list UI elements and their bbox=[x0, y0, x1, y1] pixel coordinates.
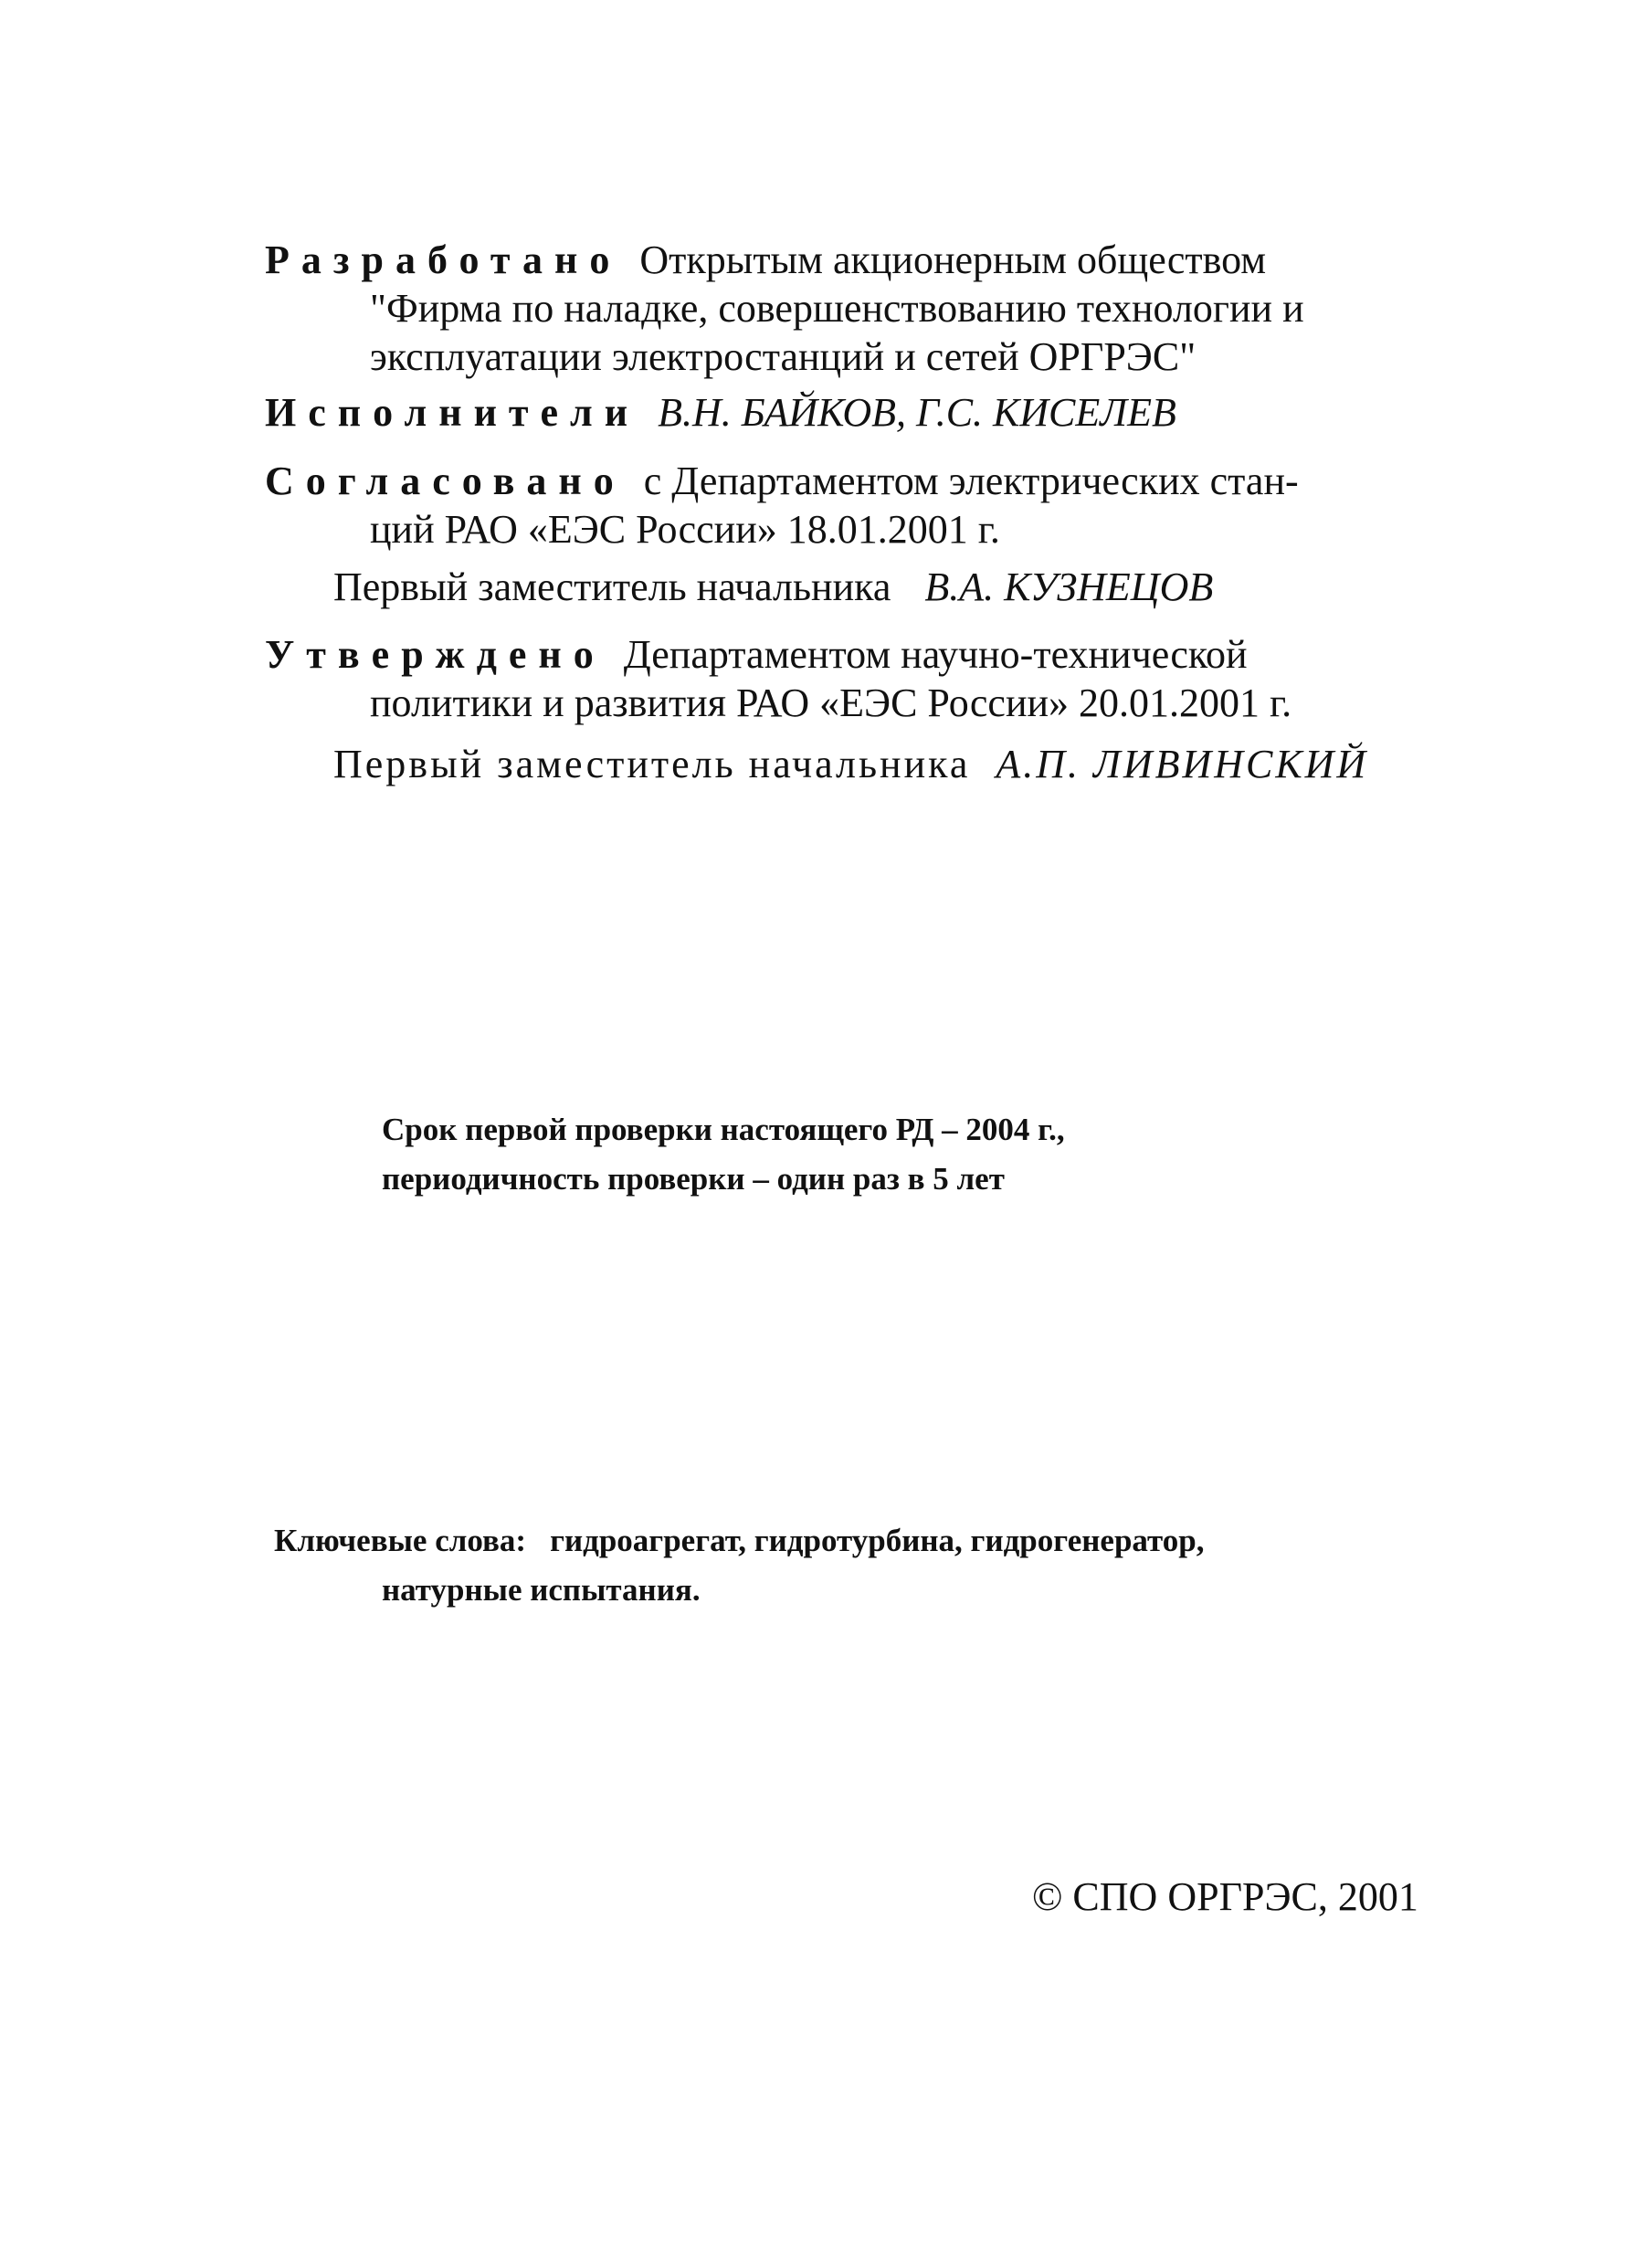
agreed-line-2: ций РАО «ЕЭС России» 18.01.2001 г. bbox=[370, 507, 1000, 552]
approved-signer bbox=[333, 740, 1521, 788]
approved-line-2: политики и развития РАО «ЕЭС России» 20.01.2001 г. bbox=[370, 680, 1292, 725]
copyright: © СПО ОРГРЭС, 2001 bbox=[1032, 1874, 1418, 1919]
agreed-signer-name: В.А. КУЗНЕЦОВ bbox=[924, 564, 1214, 609]
agreed-signer-title: Первый заместитель начальника bbox=[333, 564, 891, 609]
agreed-label: Согласовано bbox=[265, 459, 626, 503]
keywords-block bbox=[274, 1516, 1461, 1615]
developed-label: Разработано bbox=[265, 237, 622, 282]
review-period-line-2: периодичность проверки – один раз в 5 лет bbox=[382, 1161, 1005, 1197]
review-period-note bbox=[382, 1105, 1386, 1204]
approved-signer-title: Первый заместитель начальника bbox=[333, 742, 971, 786]
approved-label: Утверждено bbox=[265, 632, 606, 677]
agreed-block bbox=[265, 457, 1452, 554]
agreed-line-1: с Департаментом электрических стан- bbox=[643, 459, 1299, 503]
executors-label: Исполнители bbox=[265, 390, 640, 435]
approved-block bbox=[265, 630, 1452, 727]
developed-block bbox=[265, 236, 1452, 381]
agreed-signer bbox=[333, 563, 1521, 611]
developed-line-1: Открытым акционерным обществом bbox=[639, 237, 1267, 282]
approved-line-1: Департаментом научно-технической bbox=[623, 632, 1248, 677]
review-period-line-1: Срок первой проверки настоящего РД – 2004 г., bbox=[382, 1112, 1065, 1147]
developed-line-2: "Фирма по наладке, совершенствованию технологии и bbox=[370, 286, 1304, 331]
keywords-line-1: гидроагрегат, гидротурбина, гидрогенератор, bbox=[550, 1523, 1205, 1558]
developed-line-3: эксплуатации электростанций и сетей ОРГРЭС" bbox=[370, 334, 1197, 379]
executors-names: В.Н. БАЙКОВ, Г.С. КИСЕЛЕВ bbox=[658, 390, 1176, 435]
keywords-label: Ключевые слова: bbox=[274, 1523, 527, 1558]
executors-block bbox=[265, 388, 1452, 437]
approved-signer-name: А.П. ЛИВИНСКИЙ bbox=[996, 742, 1369, 786]
keywords-line-2: натурные испытания. bbox=[382, 1572, 701, 1608]
